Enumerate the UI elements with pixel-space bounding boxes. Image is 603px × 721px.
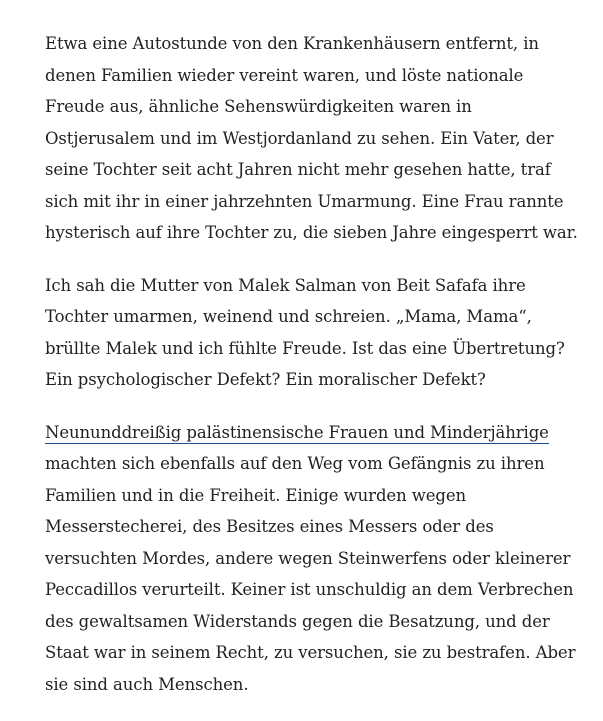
paragraph-3 — [45, 417, 585, 701]
article-link[interactable]: Neununddreißig palästinensische Frauen und Minderjährige — [45, 422, 549, 442]
article-body — [45, 28, 585, 721]
paragraph-3-text: machten sich ebenfalls auf den Weg vom Gefängnis zu ihren Familien und in die Freiheit. Einige wurden wegen Messerstecherei, des Besitzes eines Messers oder des versuchten Mordes, andere wegen Steinwerfens oder kleinerer Peccadillos verurteilt. Keiner ist unschuldig an dem Verbrechen des gewaltsamen Widerstands gegen die Besatzung, und der Staat war in seinem Recht, zu versuchen, sie zu bestrafen. Aber sie sind auch Menschen. — [45, 454, 576, 694]
paragraph-2: Ich sah die Mutter von Malek Salman von Beit Safafa ihre Tochter umarmen, weinend und schreien. „Mama, Mama“, brüllte Malek und ich fühlte Freude. Ist das eine Übertretung? Ein psychologischer Defekt? Ein moralischer Defekt? — [45, 275, 565, 389]
paragraph-1: Etwa eine Autostunde von den Krankenhäusern entfernt, in denen Familien wieder vereint waren, und löste nationale Freude aus, ähnliche Sehenswürdigkeiten waren in Ostjerusalem und im Westjordanland zu sehen. Ein Vater, der seine Tochter seit acht Jahren nicht mehr gesehen hatte, traf sich mit ihr in einer jahrzehnten Umarmung. Eine Frau rannte hysterisch auf ihre Tochter zu, die sieben Jahre eingesperrt war. — [45, 34, 578, 242]
